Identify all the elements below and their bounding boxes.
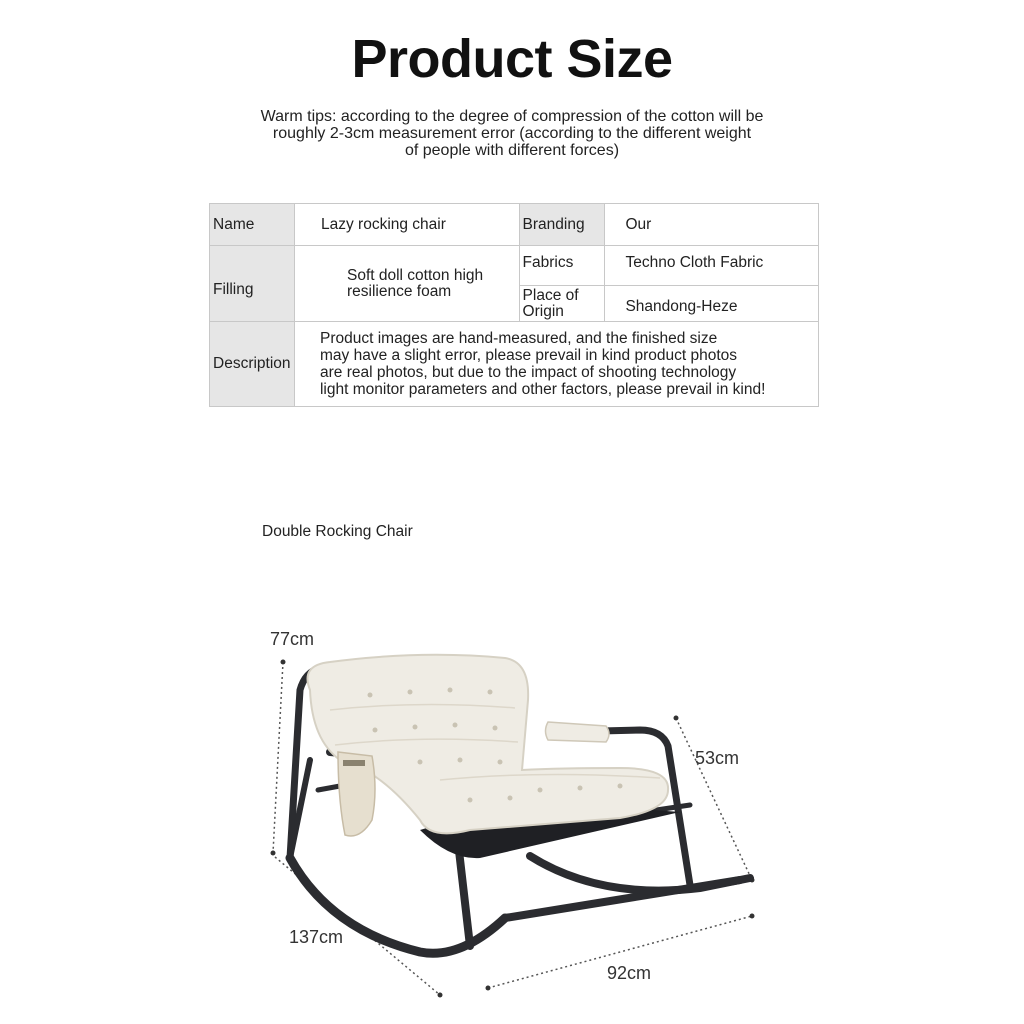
name-value: Lazy rocking chair [294, 204, 519, 246]
filling-value-line: Soft doll cotton high [346, 267, 484, 284]
description-label: Description [210, 322, 295, 407]
filling-value-line: resilience foam [346, 283, 452, 300]
description-line: may have a slight error, please prevail in kind product photos [319, 347, 737, 364]
tips-line: roughly 2-3cm measurement error (according to the different weight [272, 125, 752, 142]
fabrics-value: Techno Cloth Fabric [605, 246, 819, 286]
dimension-width-label: 92cm [607, 963, 652, 983]
filling-label: Filling [210, 246, 295, 322]
dimension-height-label: 77cm [270, 629, 315, 649]
dimension-length-label: 137cm [289, 927, 344, 947]
tips-line: Warm tips: according to the degree of compression of the cotton will be [260, 108, 764, 125]
origin-value: Shandong-Heze [605, 286, 819, 322]
pocket-label-patch [343, 760, 365, 766]
product-caption: Double Rocking Chair [262, 523, 413, 540]
description-line: Product images are hand-measured, and the finished size [319, 330, 718, 347]
name-label: Name [210, 204, 295, 246]
description-line: are real photos, but due to the impact of shooting technology [319, 364, 737, 381]
origin-label-line: Origin [522, 302, 564, 320]
dimension-arm-height-label: 53cm [695, 748, 740, 768]
branding-label: Branding [519, 204, 605, 246]
origin-label-line: Place of [522, 286, 579, 304]
description-line: light monitor parameters and other factors, please prevail in kind! [319, 381, 766, 398]
page-title: Product Size [351, 29, 673, 89]
armrest-pad [546, 722, 610, 742]
branding-value: Our [605, 204, 819, 246]
fabrics-label: Fabrics [519, 246, 605, 286]
tips-line: of people with different forces) [404, 142, 620, 159]
